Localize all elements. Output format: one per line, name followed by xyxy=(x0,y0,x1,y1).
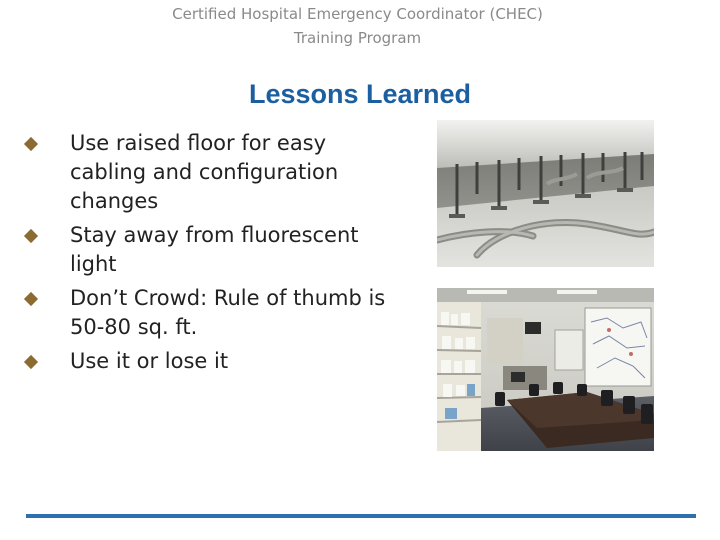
diamond-bullet-icon xyxy=(24,229,38,243)
raised-floor-photo xyxy=(437,120,654,267)
bullet-text: Use it or lose it xyxy=(70,349,229,373)
header-line-1: Certified Hospital Emergency Coordinator (CHEC) xyxy=(172,5,543,23)
diamond-bullet-icon xyxy=(24,137,38,151)
bullet-item xyxy=(24,129,404,216)
header-line-2: Training Program xyxy=(293,29,422,47)
diamond-bullet-icon xyxy=(24,355,38,369)
bullet-item xyxy=(24,221,404,279)
bullet-text: Stay away from fluorescent light xyxy=(70,223,359,276)
bullet-item xyxy=(24,284,404,342)
diamond-bullet-icon xyxy=(24,292,38,306)
footer-divider xyxy=(26,514,696,518)
bullet-item xyxy=(24,347,404,376)
conference-room-photo xyxy=(437,288,654,451)
bullet-list xyxy=(24,129,404,381)
bullet-text: Don’t Crowd: Rule of thumb is 50-80 sq. ft. xyxy=(70,286,386,339)
slide-header xyxy=(0,2,715,50)
bullet-text: Use raised floor for easy cabling and configuration changes xyxy=(70,131,339,213)
slide-title: Lessons Learned xyxy=(248,79,472,109)
